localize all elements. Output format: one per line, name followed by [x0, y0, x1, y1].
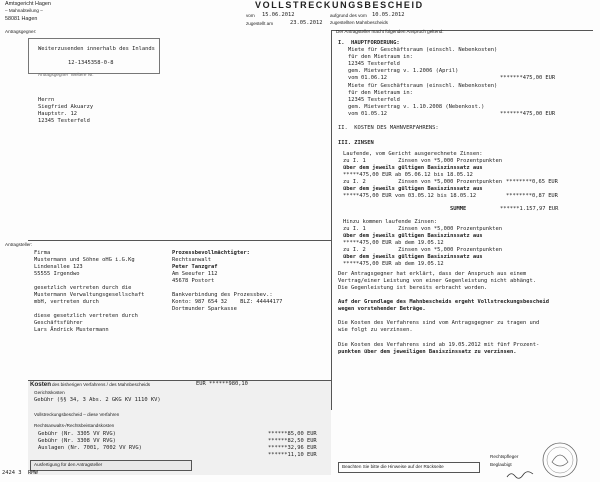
box-label: Antragsgegner: [5, 29, 37, 34]
further-interest: Hinzu kommen laufende Zinsen: [343, 219, 438, 225]
interest-intro: Laufende, vom Gericht ausgerechnete Zinsen: [343, 151, 483, 157]
claim-line: vom 01.06.12 [348, 75, 387, 81]
cost-row-amount: ******11,10 EUR [268, 452, 317, 458]
statement-line: Der Antragsgegner hat erklärt, dass der Anspruch aus einem [338, 271, 527, 277]
footer-code: 2424 3 RMW [2, 470, 38, 476]
from-date: 10.05.2012 [372, 12, 405, 18]
serve-date: 23.05.2012 [290, 20, 323, 26]
interest-line: über dem jeweils gültigen Basiszinssatz aus [343, 186, 483, 192]
statement-line: wegen vorstehender Beträge. [338, 306, 426, 312]
rep-line: Rechtsanwalt [172, 257, 211, 263]
party-line: gesetzlich vertreten durch die [34, 285, 132, 291]
interest-line: über dem jeweils gültigen Basiszinssatz aus [343, 165, 483, 171]
rep-line: 45678 Postort [172, 278, 215, 284]
rep-label: Prozessbevollmächtigter: [172, 250, 250, 256]
party-line: Firma [34, 250, 51, 256]
statement-line: Die Gegenleistung ist bereits erbracht worden. [338, 285, 488, 291]
party-line: Mustermann Verwaltungsgesellschaft [34, 292, 145, 298]
statement-line: wie folgt zu verzinsen. [338, 327, 413, 333]
further-line: zu I. 1 Zinsen von *5,000 Prozentpunkten [343, 226, 503, 232]
claim-line: gem. Mietvertrag v. 1.10.2008 (Nebenkost.) [348, 104, 485, 110]
interest-line: *****475,00 EUR ab 05.06.12 bis 18.05.12 [343, 172, 473, 178]
claim-line: vom 01.05.12 [348, 111, 387, 117]
interest-amount: ********0,65 EUR [506, 179, 558, 185]
interest-heading: III. ZINSEN [338, 140, 374, 146]
interest-line: zu I. 1 Zinsen von *5,000 Prozentpunkten [343, 158, 503, 164]
lawyer-head: Rechtsanwalts-/Rechtsbeistandskosten [34, 423, 115, 428]
reference-code: 12-1345358-0-8 [68, 60, 114, 66]
cost-row-label: Gebühr (Nr. 3305 VV RVG) [38, 431, 116, 437]
party-line: Lindenallee 123 [34, 264, 83, 270]
parties-label: Antragsteller: [5, 242, 33, 247]
claim-line: für den Mietraum in: [348, 90, 413, 96]
from-label: aufgrund des vom [330, 13, 367, 18]
rep-line: Konto: 987 654 32 BLZ: 44444177 [172, 299, 283, 305]
party-line: diese gesetzlich vertreten durch [34, 313, 138, 319]
costs-title-amount: EUR ******980,10 [196, 381, 248, 387]
court-seal-icon [540, 440, 580, 480]
cost-row-amount: ******32,96 EUR [268, 445, 317, 451]
further-line: *****475,00 EUR ab dem 19.05.12 [343, 261, 444, 267]
statement-line: Die Kosten des Verfahrens sind vom Antragsgegner zu tragen und [338, 320, 540, 326]
rep-line: Bankverbindung des Prozessbev.: [172, 292, 273, 298]
costs-sub: Gerichtskosten [34, 390, 65, 395]
court-city-text: 58081 Hagen [5, 16, 38, 22]
rep-line: Am Seeufer 112 [172, 271, 218, 277]
cost-row-label: Gebühr (Nr. 3308 VV RVG) [38, 438, 116, 444]
rep-line: Peter Tanzgraf [172, 264, 218, 270]
serve-label: zugestellt am [246, 21, 274, 26]
costs-title: Kosten [30, 381, 51, 388]
claims-heading: I. HAUPTFORDERUNG: [338, 40, 400, 46]
further-line: über dem jeweils gültigen Basiszinssatz aus [343, 254, 483, 260]
costs-title-note: des bisherigen Verfahrens / des Mahnbescheids [52, 382, 151, 387]
court-dept: – Mahnabteilung – [5, 8, 43, 13]
further-line: *****475,00 EUR ab dem 19.05.12 [343, 240, 444, 246]
party-line: 55555 Irgendwo [34, 271, 80, 277]
statement-line: punkten über dem jeweiligen Basiszinssatz zu verzinsen. [338, 349, 517, 355]
debtor-street: Hauptstr. 12 [38, 111, 77, 117]
copy-label: Ausfertigung für den Antragsteller [34, 462, 103, 467]
interest-amount: ********0,87 EUR [506, 193, 558, 199]
document-title: VOLLSTRECKUNGSBESCHEID [255, 0, 424, 10]
fee-note: Vollstreckungsbescheid – diese Verfahren [34, 412, 120, 417]
debtor-prefix: Herrn [38, 97, 55, 103]
ref-label: vom [246, 13, 255, 18]
fee-line: Gebühr (§§ 34, 3 Abs. 2 GKG KV 1110 KV) [34, 397, 161, 403]
claim-line: 12345 Testerfeld [348, 97, 400, 103]
interest-line: *****475,00 EUR vom 03.05.12 bis 18.05.12 [343, 193, 477, 199]
cost-row-amount: ******85,00 EUR [268, 431, 317, 437]
party-line: mbH, vertreten durch [34, 299, 99, 305]
party-line: Geschäftsführer [34, 320, 83, 326]
cost-row-label: Auslagen (Nr. 7001, 7002 VV RVG) [38, 445, 142, 451]
clerk-label: Rechtspfleger [490, 454, 519, 459]
sum-amount: ******1.157,97 EUR [500, 206, 559, 212]
signature-icon [505, 470, 535, 480]
claim-line: Miete für Geschäftsraum (einschl. Nebenkosten) [348, 83, 498, 89]
ref-date: 15.06.2012 [262, 12, 295, 18]
statement-line: Vertrag/einer Leistung von einer Gegenleistung nicht abhängt. [338, 278, 536, 284]
small-ref: Antragsgegner Weitere Nr. [38, 72, 94, 77]
court-name: Amtsgericht Hagen [5, 1, 51, 7]
claim-line: gem. Mietvertrag v. 1.2006 (April) [348, 68, 459, 74]
claim-line: Miete für Geschäftsraum (einschl. Nebenkosten) [348, 47, 498, 53]
interest-line: zu I. 2 Zinsen von *5,000 Prozentpunkten [343, 179, 503, 185]
rep-line: Dortmunder Sparkasse [172, 306, 237, 312]
address-window [28, 38, 160, 74]
notice-text: Beachten Sie bitte die Hinweise auf der Rückseite [342, 464, 444, 469]
party-line: Lars Ändrick Mustermann [34, 327, 109, 333]
further-line: über dem jeweils gültigen Basiszinssatz aus [343, 233, 483, 239]
claim-line: 12345 Testerfeld [348, 61, 400, 67]
claim-line: für den Mietraum in: [348, 54, 413, 60]
debtor-name: Siegfried Akuarzy [38, 104, 94, 110]
debtor-city: 12345 Testerfeld [38, 118, 90, 124]
party-line: Mustermann und Söhne oHG i.G.Kg [34, 257, 135, 263]
claim-intro: Der Antragsteller macht folgenden Anspruch geltend: [336, 29, 444, 34]
claim-amount: *******475,00 EUR [500, 75, 556, 81]
costs-heading: II. KOSTEN DES MAHNVERFAHRENS: [338, 125, 439, 131]
from-note: zugestellten Mahnbescheids [330, 20, 388, 25]
further-line: zu I. 2 Zinsen von *5,000 Prozentpunkten [343, 247, 503, 253]
clerk-label-2: Beglaubigt [490, 462, 512, 467]
statement-line: Die Kosten des Verfahrens sind ab 19.05.2012 mit fünf Prozent- [338, 342, 540, 348]
sum-label: SUMME [450, 206, 467, 212]
forward-note: Weiterzusenden innerhalb des Inlands [38, 46, 155, 52]
cost-row-amount: ******82,50 EUR [268, 438, 317, 444]
claim-amount: *******475,00 EUR [500, 111, 556, 117]
statement-line: Auf der Grundlage des Mahnbescheids ergeht Vollstreckungsbescheid [338, 299, 549, 305]
